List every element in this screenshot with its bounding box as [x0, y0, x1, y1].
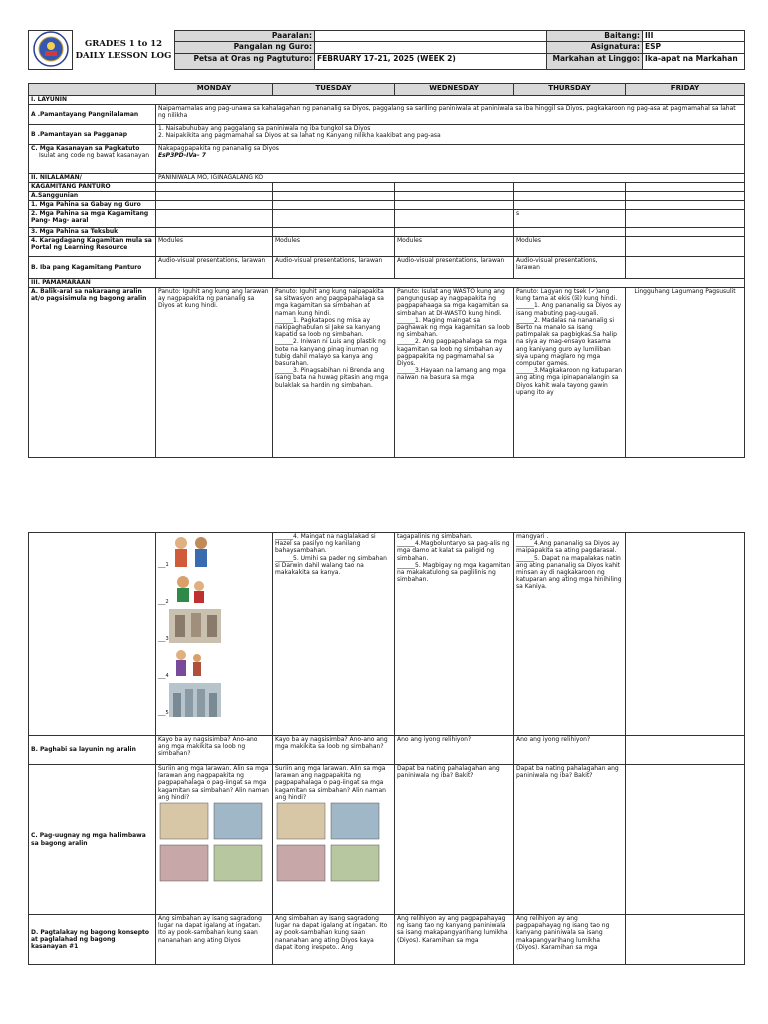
blank-cell — [514, 192, 626, 201]
label-iba-kagamitan: B. Iba pang Kagamitang Panturo — [29, 257, 156, 279]
lesson-table-page2 — [28, 532, 744, 965]
value-subject[interactable]: ESP — [643, 42, 745, 53]
balik-monday: Panuto: Iguhit ang kung ang larawan ay nagpapakita ng pananalig sa Diyos at kung hindi. — [156, 288, 273, 458]
av-tuesday: Audio-visual presentations, larawan — [273, 257, 395, 279]
blank-cell — [626, 533, 745, 736]
label-paghabi: B. Paghabi sa layunin ng aralin — [29, 736, 156, 765]
picture-item-3 — [158, 609, 270, 643]
section-layunin: I. LAYUNIN — [29, 96, 745, 105]
blank-cell — [626, 237, 745, 257]
label-teacher: Pangalan ng Guro: — [175, 42, 315, 53]
kasanayan-code: EsP3PD-IVa– 7 — [158, 152, 206, 160]
av-monday: Audio-visual presentations, larawan — [156, 257, 273, 279]
value-quarter[interactable]: Ika-apat na Markahan — [643, 53, 745, 69]
paguugnay-tuesday: Suriin ang mga larawan. Alin sa mga larawan ang nagpapakita ng pagpapahalaga o pag-iingat sa mga kagamitan sa simbahan? Alin naman ang hindi? — [275, 765, 386, 801]
church-hall-picture-icon — [169, 683, 221, 717]
blank-cell — [626, 210, 745, 228]
children-talking-picture-icon — [169, 535, 213, 569]
day-friday: FRIDAY — [626, 84, 745, 96]
blank-cell — [626, 915, 745, 965]
day-tuesday: TUESDAY — [273, 84, 395, 96]
blank-cell — [395, 201, 514, 210]
blank-cell — [514, 228, 626, 237]
label-subject: Asignatura: — [547, 42, 643, 53]
balik-tuesday: Panuto: Iguhit ang kung naipapakita sa sitwasyon ang pagpapahalaga sa mga kagamitan sa simbahan at naman kung hindi. ______1. Pagkatapos ng misa ay nakipaghabulan si Jake sa kanyang kapatid sa loob ng simbahan. ______2. Iniwan ni Luis ang plastik ng bote na kanyang pinag inuman ng tubig dahil malayo sa kanya ang basurahan. ______3. Pinagsabihan ni Brenda ang isang bata na huwag pitasin ang mga bulaklak sa hardin ng simbahan. — [273, 288, 395, 458]
label-pamantayan-pagganap: B .Pamantayan sa Pagganap — [29, 125, 156, 145]
blank-cell — [395, 183, 514, 192]
blank-cell — [273, 228, 395, 237]
label-balik-aral: A. Balik-aral sa nakaraang aralin at/o pagsisimula ng bagong aralin — [29, 288, 156, 458]
blank-cell — [273, 210, 395, 228]
av-thursday: Audio-visual presentations, larawan — [514, 257, 626, 279]
church-interior-picture-icon — [169, 609, 221, 643]
kagamitan-thursday: s — [514, 210, 626, 228]
children-playing-picture-icon — [169, 572, 213, 606]
paguugnay-monday-cell — [156, 765, 273, 915]
blank-cell — [626, 183, 745, 192]
picture-item-1 — [158, 535, 270, 569]
label-date: Petsa at Oras ng Pagtuturo: — [175, 53, 315, 69]
family-praying-picture-icon — [169, 646, 213, 680]
label-nilalaman: II. NILALAMAN/ — [29, 174, 156, 183]
pagtalakay-thursday: Ang relihiyon ay ang pagpapahayag ng isang tao ng kanyang paniniwala sa isang makapangyarihang lumikha (Diyos). Karamihan sa mga — [514, 915, 626, 965]
lesson-table — [28, 83, 745, 458]
day-wednesday: WEDNESDAY — [395, 84, 514, 96]
deped-seal-icon — [33, 31, 69, 67]
blank-cell — [514, 201, 626, 210]
corner-cell — [29, 84, 156, 96]
value-school[interactable] — [315, 31, 547, 42]
picture-item-5 — [158, 683, 270, 717]
picture-item-4 — [158, 646, 270, 680]
balik-friday: Lingguhang Lagumang Pagsusulit — [626, 288, 745, 458]
text-kasanayan — [156, 145, 745, 174]
paghabi-tuesday: Kayo ba ay nagsisimba? Ano-ano ang mga makikita sa loob ng simbahan? — [273, 736, 395, 765]
day-thursday: THURSDAY — [514, 84, 626, 96]
label-pamantayang-pangnilalaman: A .Pamantayang Pangnilalaman — [29, 105, 156, 125]
label-karagdagan: 4. Karagdagang Kagamitan mula sa Portal ng Learning Resource — [29, 237, 156, 257]
blank-cell — [395, 192, 514, 201]
kasanayan-title: C. Mga Kasanayan sa Pagkatuto — [31, 145, 140, 152]
blank-cell — [626, 257, 745, 279]
paguugnay-thursday: Dapat ba nating pahalagahan ang paniniwala ng iba? Bakit? — [514, 765, 626, 915]
header-table — [28, 30, 745, 70]
label-quarter: Markahan at Linggo: — [547, 53, 643, 69]
section-pamamaraan: III. PAMAMARAAN — [29, 279, 745, 288]
church-scenes-picture-icon — [275, 801, 385, 885]
label-kasanayan — [29, 145, 156, 174]
modules-thursday: Modules — [514, 237, 626, 257]
blank-cell — [626, 192, 745, 201]
modules-monday: Modules — [156, 237, 273, 257]
blank-marker-2: ___2 — [158, 598, 169, 605]
deped-seal — [29, 31, 73, 70]
label-grade: Baitang: — [547, 31, 643, 42]
text-pamantayan-pagganap: 1. Naisabuhubay ang paggalang sa paniniwala ng iba tungkol sa Diyos 2. Naipakikita ang pagmamahal sa Diyos at sa lahat ng Kanyang nilikha kaakibat ang pag-asa — [156, 125, 745, 145]
kasanayan-sub: Isulat ang code ng bawat kasanayan — [39, 152, 150, 160]
pagtalakay-monday: Ang simbahan ay isang sagradong lugar na dapat igalang at ingatan. Ito ay pook-sambahan kung saan nananahan ang ating Diyos — [156, 915, 273, 965]
blank-marker-3: ___3 — [158, 635, 169, 642]
blank-cell — [156, 210, 273, 228]
blank-cell — [626, 765, 745, 915]
value-grade[interactable]: III — [643, 31, 745, 42]
paguugnay-monday: Suriin ang mga larawan. Alin sa mga larawan ang nagpapakita ng pagpapahalaga o pag-iingat sa mga kagamitan sa simbahan? Alin naman ang hindi? — [158, 765, 269, 801]
blank-cell — [156, 183, 273, 192]
av-wednesday: Audio-visual presentations, larawan — [395, 257, 514, 279]
balik-wednesday: Panuto: Isulat ang WASTO kung ang pangungusap ay nagpapakita ng pagpapahaaga sa mga kagamitan sa simbahan at DI-WASTO kung hindi. ______1. Maging maingat sa paghawak ng mga kagamitan sa loob ng simbahan. ______2. Ang pagpapahalaga sa mga kagamitan sa loob ng simbahan ay pagpapakita ng pagmamahal sa Diyos. ______3.Hayaan na lamang ang mga naiwan na basura sa mga — [395, 288, 514, 458]
blank-cell — [626, 228, 745, 237]
continuation-thursday: mangyari . ______4.Ang pananalig sa Diyos ay maipapakita sa ating pagdarasal. ______5. Dapat na mapalakas natin ang ating pananalig sa Diyos kahit minsan ay di nagkakaroon ng katuparan ang ating mga hinihiling sa Kaniya. — [514, 533, 626, 736]
paghabi-thursday: Ano ang iyong relihiyon? — [514, 736, 626, 765]
paghabi-wednesday: Ano ang iyong relihiyon? — [395, 736, 514, 765]
blank-cell — [156, 201, 273, 210]
blank-marker-4: ___4 — [158, 672, 169, 679]
continuation-tuesday: ______4. Maingat na naglalakad si Hazel sa pasilyo ng kanilang bahaysambahan. ______5. Umihi sa pader ng simbahan si Darwin dahil walang tao na makakakita sa kanya. — [273, 533, 395, 736]
blank-cell — [273, 201, 395, 210]
label-teksbuk: 3. Mga Pahina sa Teksbuk — [29, 228, 156, 237]
modules-tuesday: Modules — [273, 237, 395, 257]
modules-wednesday: Modules — [395, 237, 514, 257]
blank-cell — [156, 192, 273, 201]
picture-column-monday — [156, 533, 273, 736]
label-pagtalakay: D. Pagtalakay ng bagong konsepto at paglalahad ng bagong kasanayan #1 — [29, 915, 156, 965]
blank-cell — [626, 736, 745, 765]
blank-cell — [395, 210, 514, 228]
blank-cell — [156, 228, 273, 237]
lesson-table-continued — [28, 532, 745, 965]
label-pag-uugnay: C. Pag-uugnay ng mga halimbawa sa bagong aralin — [29, 765, 156, 915]
log-title — [73, 31, 175, 70]
blank-label-cell — [29, 533, 156, 736]
label-gabay-guro: 1. Mga Pahina sa Gabay ng Guro — [29, 201, 156, 210]
text-nilalaman: PANINIWALA MO, IGINAGALANG KO — [156, 174, 745, 183]
paguugnay-tuesday-cell — [273, 765, 395, 915]
balik-thursday: Panuto: Lagyan ng tsek (✓)ang kung tama at ekis (☒) kung hindi. ______1. Ang pananalig sa Diyos ay isang mabuting pag-uugali. ______2. Madalas na nananalig si Berto na manalo sa isang patimpalak sa pagbigkas.Sa halip na siya ay mag-ensayo kasama ang kaniyang guro ay lumiliban siya upang maglaro ng mga computer games. ______3.Magkakaroon ng katuparan ang ating mga ipinapanalangin sa Diyos kahit wala tayong gawin upang ito ay — [514, 288, 626, 458]
blank-marker-5: ___5 — [158, 709, 169, 716]
header-block — [28, 30, 744, 70]
label-school: Paaralan: — [175, 31, 315, 42]
continuation-wednesday: tagapalinis ng simbahan. ______4.Magboluntaryo sa pag-alis ng mga damo at kalat sa paligid ng simbahan. ______5. Magbigay ng mga kagamitan na makakatulong sa paglilinis ng simbahan. — [395, 533, 514, 736]
title-dll: DAILY LESSON LOG — [75, 51, 172, 61]
lesson-table-page1 — [28, 83, 744, 458]
title-grades: GRADES 1 to 12 — [84, 39, 163, 49]
pagtalakay-tuesday: Ang simbahan ay isang sagradong lugar na dapat igalang at ingatan. Ito ay pook-sambahan kung saan nananahan ang ating Diyos kaya dapat itong irespeto.. Ang — [273, 915, 395, 965]
kasanayan-text: Nakapagpapakita ng pananalig sa Diyos — [158, 145, 279, 152]
label-kagamitan-mag-aaral: 2. Mga Pahina sa mga Kagamitang Pang- Mag- aaral — [29, 210, 156, 228]
picture-item-2 — [158, 572, 270, 606]
day-monday: MONDAY — [156, 84, 273, 96]
paghabi-monday: Kayo ba ay nagsisimba? Ano-ano ang mga makikita sa loob ng simbahan? — [156, 736, 273, 765]
blank-cell — [273, 192, 395, 201]
blank-cell — [514, 183, 626, 192]
blank-marker-1: ___1 — [158, 561, 169, 568]
text-pamantayang-pangnilalaman: Naipamamalas ang pag-unawa sa kahalagahan ng pananalig sa Diyos, paggalang sa sariling paniniwala at paniniwala sa iba hinggil sa Diyos, pagkakaroon ng pag-asa at pagmamahal sa lahat ng nilikha — [156, 105, 745, 125]
value-date[interactable]: FEBRUARY 17-21, 2025 (WEEK 2) — [315, 53, 547, 69]
label-kagamitan: KAGAMITANG PANTURO — [29, 183, 156, 192]
pagtalakay-wednesday: Ang relihiyon ay ang pagpapahayag ng isang tao ng kanyang paniniwala sa isang makapangyarihang lumikha (Diyos). Karamihan sa mga — [395, 915, 514, 965]
blank-cell — [273, 183, 395, 192]
blank-cell — [626, 201, 745, 210]
label-sanggunian: A.Sanggunian — [29, 192, 156, 201]
paguugnay-wednesday: Dapat ba nating pahalagahan ang paniniwala ng iba? Bakit? — [395, 765, 514, 915]
church-scenes-picture-icon — [158, 801, 268, 885]
blank-cell — [395, 228, 514, 237]
value-teacher[interactable] — [315, 42, 547, 53]
